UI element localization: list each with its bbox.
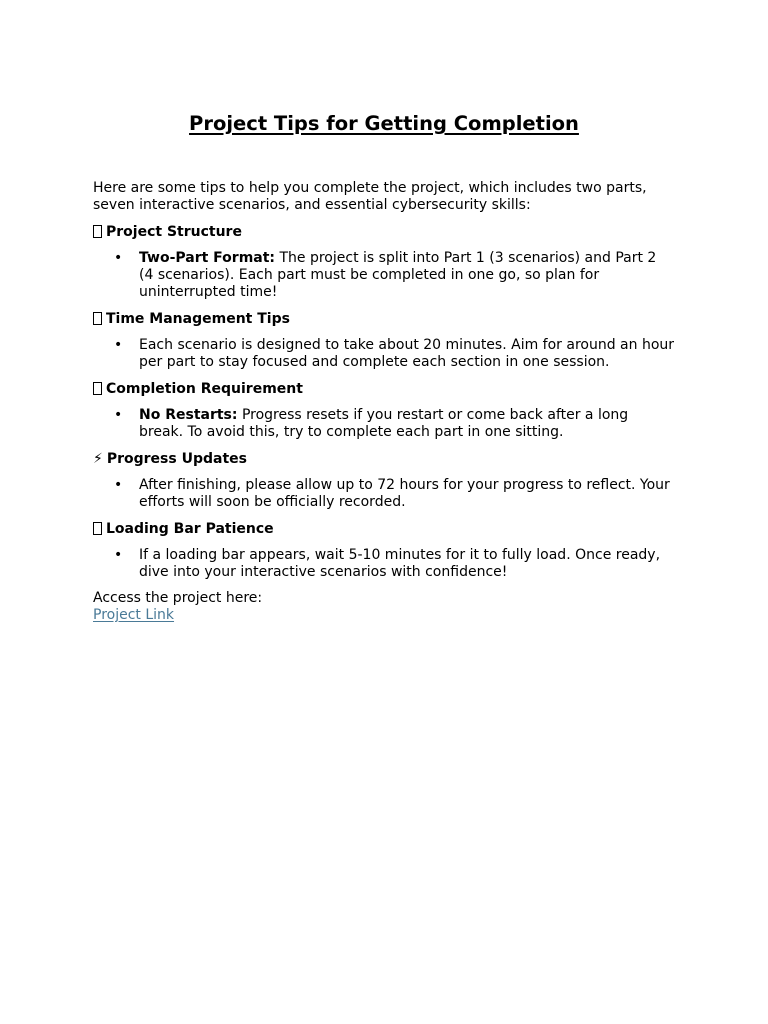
section-completion-requirement: [93, 381, 675, 441]
section-heading-text: Time Management Tips: [106, 311, 290, 327]
bullet-icon: •: [114, 337, 123, 353]
section-heading: [93, 311, 675, 328]
list-item-text: [139, 250, 675, 301]
section-project-structure: [93, 224, 675, 301]
project-link[interactable]: Project Link: [93, 607, 175, 623]
missing-glyph-icon: [93, 312, 102, 325]
section-heading-text: Progress Updates: [106, 451, 247, 467]
list-item-text: [139, 407, 675, 441]
list-item-body: The project is split into Part 1 (3 scenarios) and Part 2 (4 scenarios). Each part must be completed in one go, so plan for uninterrupted time!: [139, 250, 657, 300]
tips-list: [93, 250, 675, 301]
list-item: [93, 250, 675, 301]
access-label: Access the project here:: [93, 590, 263, 606]
section-heading: [93, 224, 675, 241]
tips-list: [93, 407, 675, 441]
tips-list: [93, 547, 675, 581]
section-progress-updates: [93, 451, 675, 511]
lightning-bolt-icon: ⚡: [93, 451, 103, 467]
section-heading: [93, 451, 675, 468]
missing-glyph-icon: [93, 382, 102, 395]
list-item: [93, 407, 675, 441]
bullet-icon: •: [114, 477, 123, 493]
bullet-icon: •: [114, 547, 123, 563]
tips-list: [93, 477, 675, 511]
bullet-icon: •: [114, 250, 123, 266]
list-item: [93, 477, 675, 511]
page-title: Project Tips for Getting Completion: [189, 112, 579, 135]
list-item: [93, 547, 675, 581]
section-time-management: [93, 311, 675, 371]
section-heading: [93, 521, 675, 538]
list-item-body: If a loading bar appears, wait 5-10 minutes for it to fully load. Once ready, dive into your interactive scenarios with confidence!: [139, 547, 661, 580]
list-item-label: Two-Part Format:: [139, 250, 276, 266]
access-text-block: [93, 590, 675, 624]
section-heading: [93, 381, 675, 398]
section-heading-text: Project Structure: [106, 224, 242, 240]
list-item-body: Each scenario is designed to take about 20 minutes. Aim for around an hour per part to stay focused and complete each section in one session.: [139, 337, 675, 370]
section-loading-bar-patience: [93, 521, 675, 581]
section-heading-text: Loading Bar Patience: [106, 521, 274, 537]
missing-glyph-icon: [93, 522, 102, 535]
document-page: [93, 111, 675, 624]
list-item-label: No Restarts:: [139, 407, 238, 423]
section-heading-text: Completion Requirement: [106, 381, 303, 397]
intro-paragraph: Here are some tips to help you complete the project, which includes two parts, seven interactive scenarios, and essential cybersecurity skills:: [93, 180, 647, 213]
bullet-icon: •: [114, 407, 123, 423]
list-item: [93, 337, 675, 371]
list-item-body: Progress resets if you restart or come back after a long break. To avoid this, try to complete each part in one sitting.: [139, 407, 629, 440]
tips-list: [93, 337, 675, 371]
missing-glyph-icon: [93, 225, 102, 238]
list-item-body: After finishing, please allow up to 72 hours for your progress to reflect. Your efforts will soon be officially recorded.: [139, 477, 670, 510]
